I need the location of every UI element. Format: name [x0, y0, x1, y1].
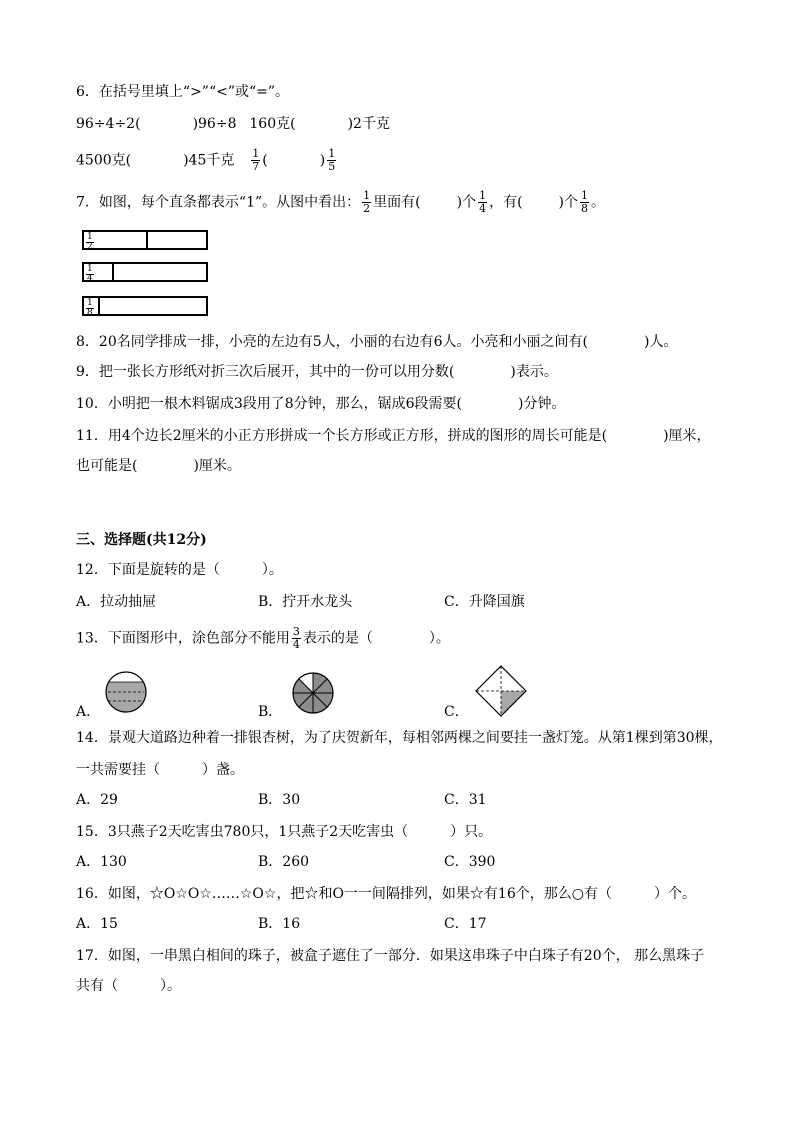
q14-option-c[interactable]: C．31	[444, 792, 487, 808]
q10: 10．小明把一根木料锯成3段用了8分钟，那么，锯成6段需要( )分钟。	[76, 396, 566, 412]
q16-option-a[interactable]: A．15	[76, 916, 118, 932]
q17-line1: 17．如图，一串黑白相间的珠子，被盒子遮住了一部分．如果这串珠子中白珠子有20个， 那么黑珠子	[76, 948, 705, 964]
q17-line2: 共有（ ）。	[76, 978, 181, 994]
q13-stem: 13．下面图形中，涂色部分不能用 $\frac{3}{4}$ 表示的是（ ）。	[76, 625, 450, 651]
fraction-1-4: $\frac{1}{4}$	[479, 189, 487, 215]
section-title: 三、选择题(共12分)	[76, 532, 207, 548]
q6-item1-right: )96÷8	[192, 116, 237, 132]
fraction-1-8: $\frac{1}{8}$	[581, 189, 589, 215]
q12-option-a[interactable]: A．拉动抽屉	[76, 594, 157, 610]
bar-label: $\frac{1}{4}$	[87, 264, 93, 284]
bar-label: $\frac{1}{8}$	[87, 298, 93, 318]
q6-row1	[76, 114, 390, 134]
q12-option-b[interactable]: B．拧开水龙头	[258, 594, 353, 610]
fraction-3-4: $\frac{3}{4}$	[292, 625, 300, 651]
q6-item2-right: )2千克	[347, 116, 390, 132]
bar-eighths	[82, 296, 208, 316]
q15-option-c[interactable]: C．390	[444, 854, 496, 870]
fraction-1-7: $\frac{1}{7}$	[252, 147, 260, 173]
q14-option-b[interactable]: B．30	[258, 792, 301, 808]
q6-item3-left: 4500克(	[76, 152, 132, 169]
bar-quarters	[82, 262, 208, 282]
q15-option-b[interactable]: B．260	[258, 854, 310, 870]
q6-item3-right: )45千克	[183, 152, 235, 169]
q16-option-c[interactable]: C．17	[444, 916, 487, 932]
q8: 8．20名同学排成一排，小亮的左边有5人，小丽的右边有6人。小亮和小丽之间有( )人。	[76, 334, 678, 350]
q6-row2: 4500克( )45千克 $\frac{1}{7}$ ( ) $\frac{1}{5}$	[76, 147, 336, 173]
q9: 9．把一张长方形纸对折三次后展开，其中的一份可以用分数( )表示。	[76, 364, 558, 380]
q13-option-b[interactable]: B．	[258, 704, 283, 720]
q11-line2: 也可能是( )厘米。	[76, 458, 241, 474]
q14-line1: 14．景观大道路边种着一排银杏树，为了庆贺新年，每相邻两棵之间要挂一盏灯笼。从第1棵到第30棵，	[76, 730, 723, 746]
bar-label: $\frac{1}{2}$	[87, 232, 93, 252]
pie-shaded-figure	[290, 670, 336, 716]
diamond-shaded-figure	[474, 664, 528, 718]
q16-stem: 16．如图，☆O☆O☆……☆O☆，把☆和O一一间隔排列，如果☆有16个，那么○有（ ）个。	[76, 886, 696, 902]
q14-line2: 一共需要挂（ ）盏。	[76, 762, 244, 778]
q6-item1-left: 96÷4÷2(	[76, 116, 141, 132]
q16-option-b[interactable]: B．16	[258, 916, 301, 932]
fraction-1-2: $\frac{1}{2}$	[363, 189, 371, 215]
bar-divider	[98, 298, 100, 314]
q11-line1: 11．用4个边长2厘米的小正方形拼成一个长方形或正方形，拼成的图形的周长可能是( )厘米，	[76, 428, 711, 444]
q14-option-a[interactable]: A．29	[76, 792, 118, 808]
q12-stem: 12．下面是旋转的是（ ）。	[76, 562, 283, 578]
q12-option-c[interactable]: C．升降国旗	[444, 594, 525, 610]
q7-prompt: 7．如图，每个直条都表示“1”。从图中看出： $\frac{1}{2}$ 里面有( )个 $\frac{1}{4}$ ，有( )个 $\frac{1}{8}$ 。	[76, 189, 606, 215]
bar-divider	[146, 232, 148, 248]
fraction-1-5: $\frac{1}{5}$	[328, 147, 336, 173]
q13-option-a[interactable]: A．	[76, 704, 101, 720]
circle-shaded-figure	[104, 670, 148, 714]
bar-divider	[112, 264, 114, 280]
q13-option-c[interactable]: C．	[444, 704, 469, 720]
q6-item2-left: 160克(	[249, 116, 296, 132]
q15-option-a[interactable]: A．130	[76, 854, 127, 870]
q15-stem: 15．3只燕子2天吃害虫780只，1只燕子2天吃害虫（ ）只。	[76, 824, 493, 840]
q6-prompt: 6．在括号里填上“>”“<”或“=”。	[76, 84, 290, 100]
bar-halves	[82, 230, 208, 250]
